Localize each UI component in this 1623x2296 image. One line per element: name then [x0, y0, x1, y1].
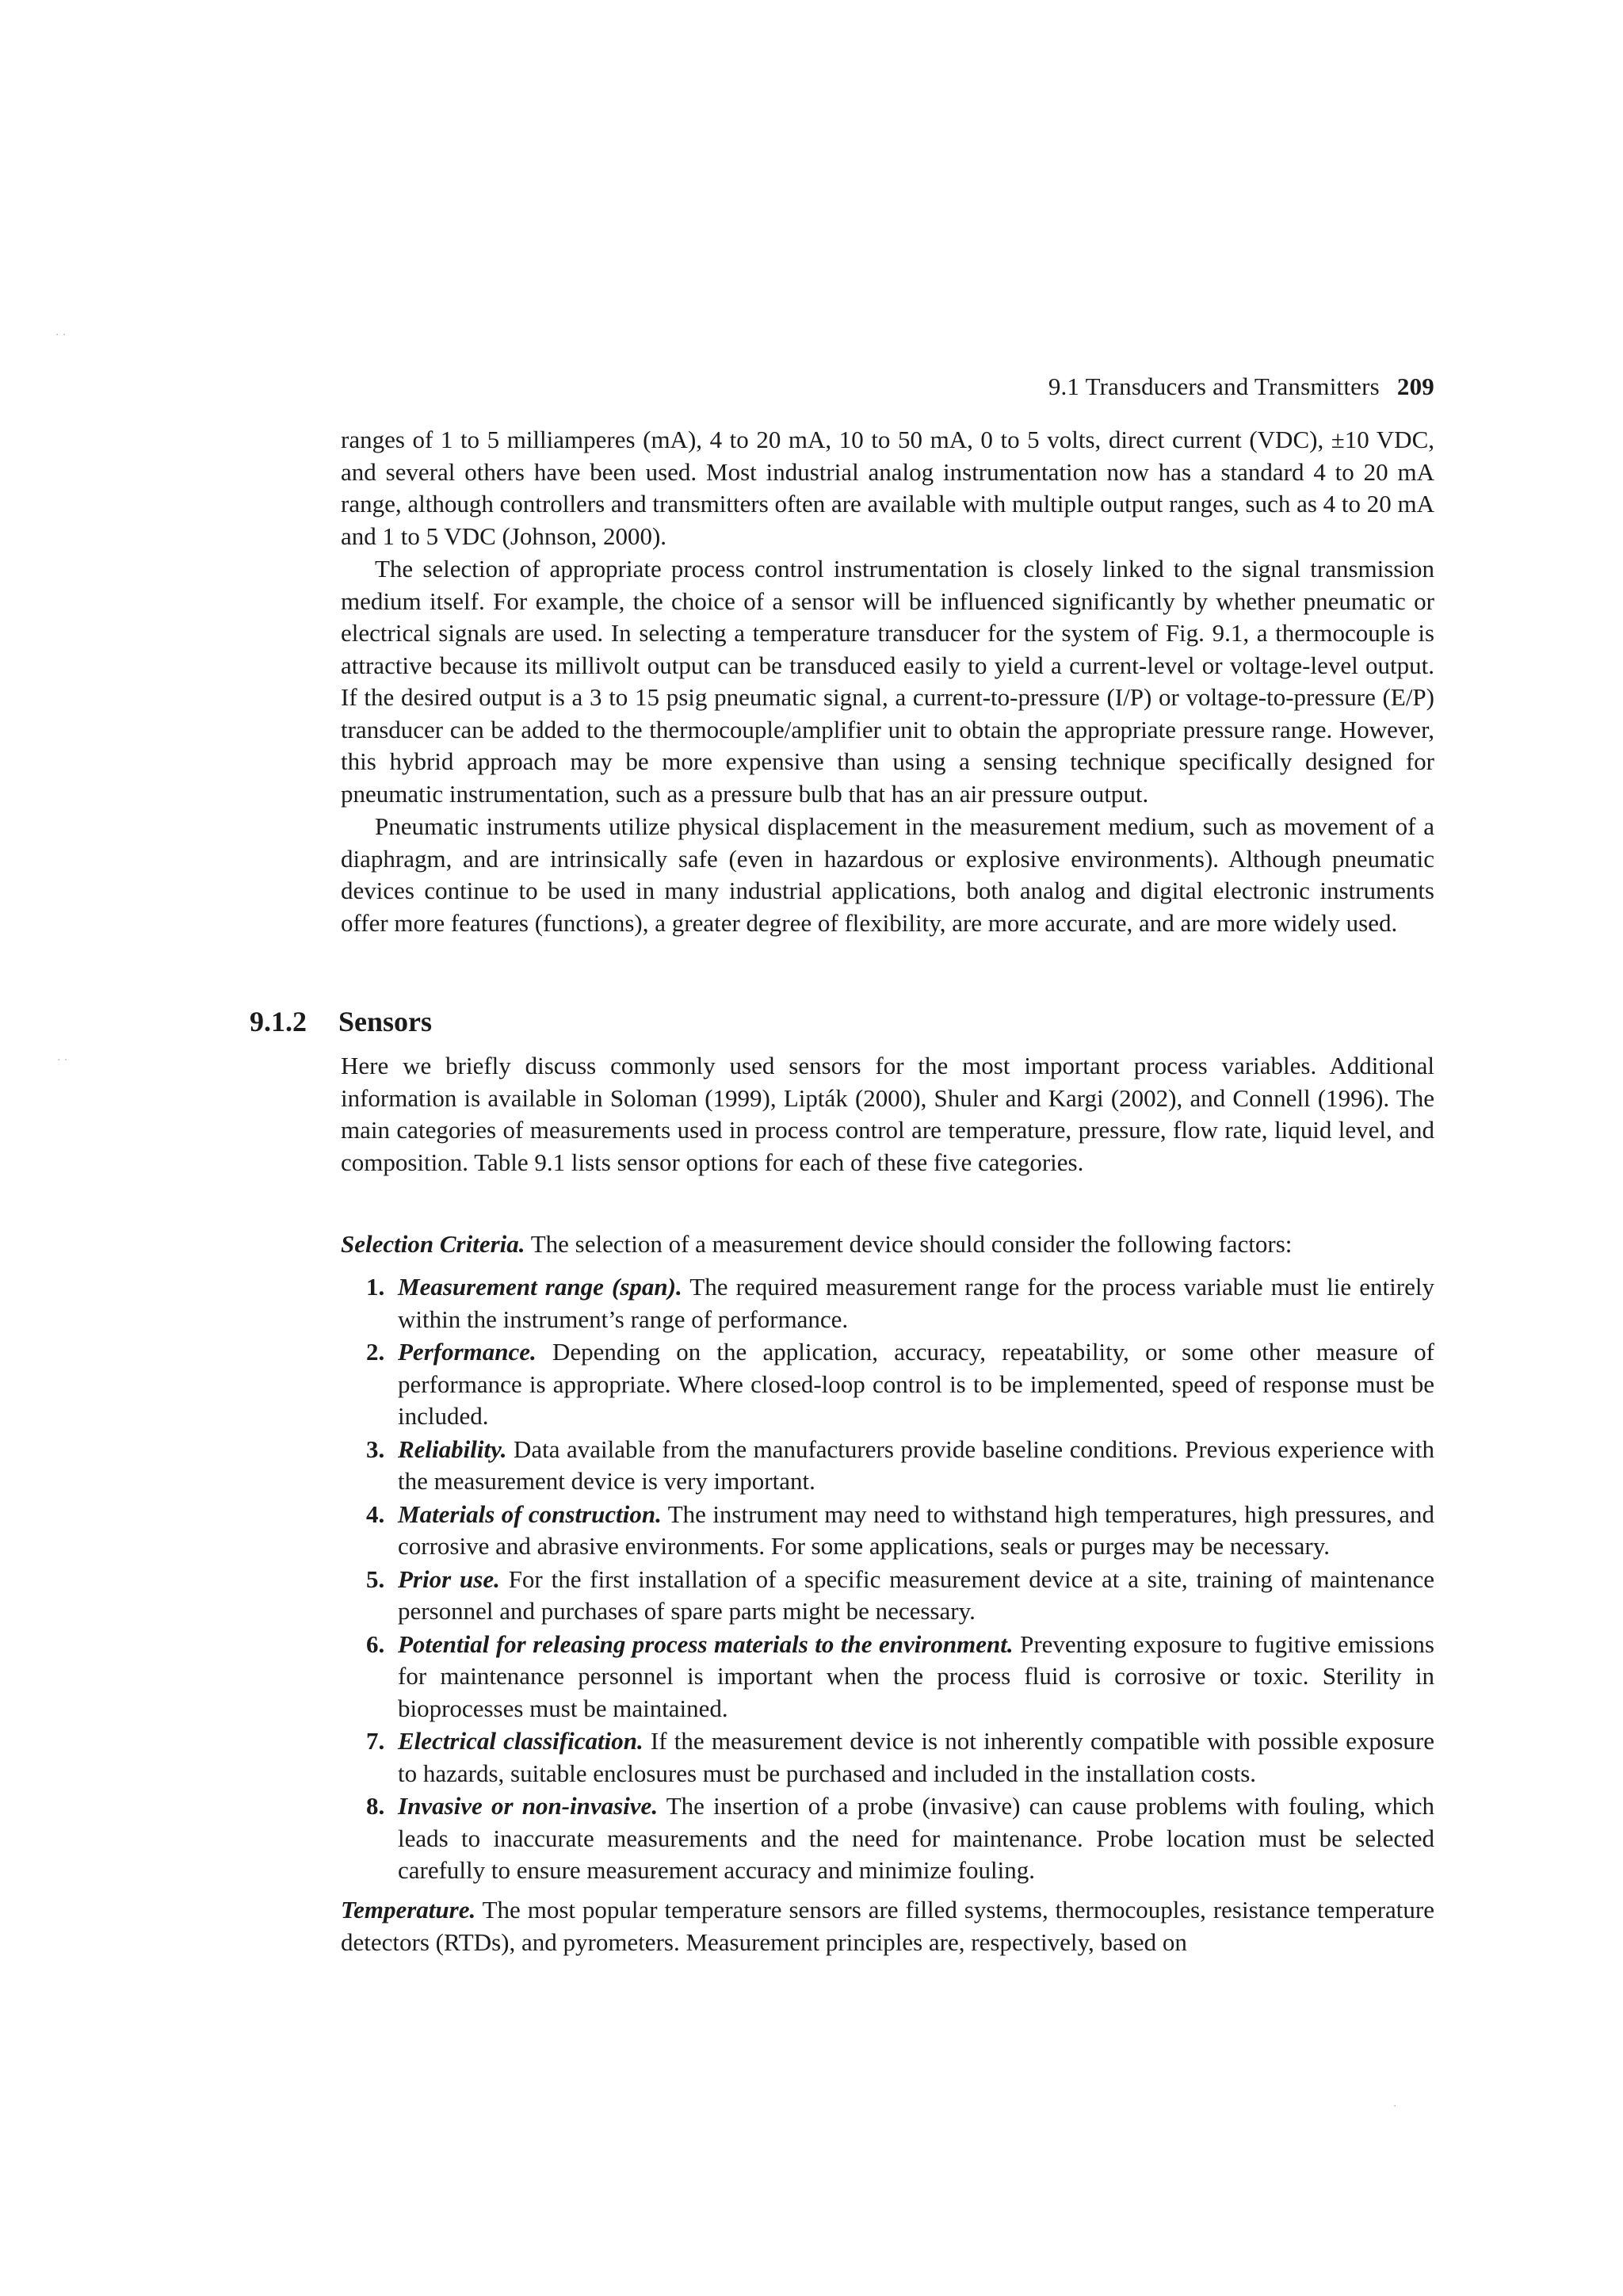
- list-item: [366, 1434, 1434, 1498]
- list-item-text: The insertion of a probe (invasive) can cause problems with fouling, which leads to inaccurate measurements and the need for maintenance. Probe location must be selected carefully to ensure measurement accuracy and minimize fouling.: [398, 1792, 1435, 1884]
- selection-criteria: [341, 1228, 1434, 1262]
- list-item-title: Performance.: [398, 1338, 537, 1366]
- section-title: Sensors: [338, 1006, 433, 1037]
- list-item: [366, 1790, 1434, 1887]
- scan-speck: · ·: [57, 1054, 68, 1067]
- temperature-paragraph: [341, 1894, 1434, 1959]
- list-item-title: Materials of construction.: [398, 1499, 662, 1528]
- paragraph: The selection of appropriate process control instrumentation is closely linked to the signal transmission medium itself. For example, the choice of a sensor will be influenced significantly by whether pneumatic or electrical signals are used. In selecting a temperature transducer for the system of Fig. 9.1, a thermocouple is attractive because its millivolt output can be transduced easily to yield a current-level or voltage-level output. If the desired output is a 3 to 15 psig pneumatic signal, a current-to-pressure (I/P) or voltage-to-pressure (E/P) transducer can be added to the thermocouple/amplifier unit to obtain the appropriate pressure range. However, this hybrid approach may be more expensive than using a sensing technique specifically designed for pneumatic instrumentation, such as a pressure bulb that has an air pressure output.: [341, 555, 1434, 808]
- list-item: [366, 1725, 1434, 1790]
- list-item-title: Potential for releasing process materials to the environment.: [398, 1629, 1014, 1658]
- list-number: 7.: [366, 1727, 385, 1755]
- page-number: 209: [1396, 372, 1434, 400]
- list-item: [366, 1629, 1434, 1725]
- scan-speck: · ·: [55, 329, 67, 342]
- running-header: [1006, 372, 1434, 401]
- list-item-title: Invasive or non-invasive.: [398, 1792, 659, 1820]
- list-number: 8.: [366, 1792, 385, 1820]
- list-number: 4.: [366, 1499, 385, 1528]
- selection-criteria-lead: Selection Criteria.: [341, 1230, 525, 1258]
- paragraph: Here we briefly discuss commonly used sensors for the most important process variables. Additional information is available in Soloman (1999), Lipták (2000), Shuler and Kargi (2002), and Connell (1996). The main categories of measurements used in process control are temperature, pressure, flow rate, liquid level, and composition. Table 9.1 lists sensor options for each of these five categories.: [341, 1052, 1434, 1176]
- list-number: 3.: [366, 1435, 385, 1463]
- criteria-list: [366, 1271, 1434, 1888]
- list-item-title: Reliability.: [398, 1435, 507, 1463]
- list-item-text: Depending on the application, accuracy, repeatability, or some other measure of performance is appropriate. Where closed-loop control is to be implemented, speed of response must be included.: [398, 1338, 1435, 1430]
- list-item-title: Measurement range (span).: [398, 1273, 682, 1301]
- list-item-text: Data available from the manufacturers provide baseline conditions. Previous experience with the measurement device is very important.: [398, 1435, 1434, 1495]
- body-text-top: [341, 424, 1434, 940]
- list-number: 1.: [366, 1273, 385, 1301]
- list-item-title: Prior use.: [398, 1564, 500, 1593]
- list-item-text: For the first installation of a specific measurement device at a site, training of maintenance personnel and purchases of spare parts might be necessary.: [398, 1564, 1434, 1625]
- section-number: 9.1.2: [250, 1006, 307, 1037]
- list-item: [366, 1564, 1434, 1628]
- list-item: [366, 1336, 1434, 1433]
- section-heading: [250, 1005, 432, 1038]
- list-item: [366, 1271, 1434, 1335]
- temperature-lead: Temperature.: [341, 1896, 476, 1924]
- running-title: 9.1 Transducers and Transmitters: [1048, 372, 1380, 400]
- list-item-text: The required measurement range for the process variable must lie entirely within the instrument’s range of performance.: [398, 1273, 1434, 1333]
- list-number: 5.: [366, 1564, 385, 1593]
- list-item-text: If the measurement device is not inherently compatible with possible exposure to hazards, suitable enclosures must be purchased and included in the installation costs.: [398, 1727, 1434, 1787]
- temperature-text: The most popular temperature sensors are filled systems, thermocouples, resistance temperature detectors (RTDs), and pyrometers. Measurement principles are, respectively, based on: [341, 1896, 1434, 1956]
- sensors-intro: [341, 1050, 1434, 1179]
- paragraph: ranges of 1 to 5 milliamperes (mA), 4 to 20 mA, 10 to 50 mA, 0 to 5 volts, direct current (VDC), ±10 VDC, and several others have been used. Most industrial analog instrumentation now has a standard 4 to 20 mA range, although controllers and transmitters often are available with multiple output ranges, such as 4 to 20 mA and 1 to 5 VDC (Johnson, 2000).: [341, 426, 1434, 550]
- list-item-text: Preventing exposure to fugitive emissions for maintenance personnel is important when the process fluid is corrosive or toxic. Sterility in bioprocesses must be maintained.: [398, 1629, 1434, 1722]
- list-item-text: The instrument may need to withstand high temperatures, high pressures, and corrosive and abrasive environments. For some applications, seals or purges may be necessary.: [398, 1499, 1434, 1560]
- selection-criteria-text: The selection of a measurement device should consider the following factors:: [530, 1230, 1293, 1258]
- list-number: 2.: [366, 1338, 385, 1366]
- scan-speck: ·: [1393, 2100, 1397, 2113]
- list-item-title: Electrical classification.: [398, 1727, 643, 1755]
- list-number: 6.: [366, 1629, 385, 1658]
- list-item: [366, 1499, 1434, 1563]
- paragraph: Pneumatic instruments utilize physical displacement in the measurement medium, such as movement of a diaphragm, and are intrinsically safe (even in hazardous or explosive environments). Although pneumatic devices continue to be used in many industrial applications, both analog and digital electronic instruments offer more features (functions), a greater degree of flexibility, are more accurate, and are more widely used.: [341, 812, 1434, 937]
